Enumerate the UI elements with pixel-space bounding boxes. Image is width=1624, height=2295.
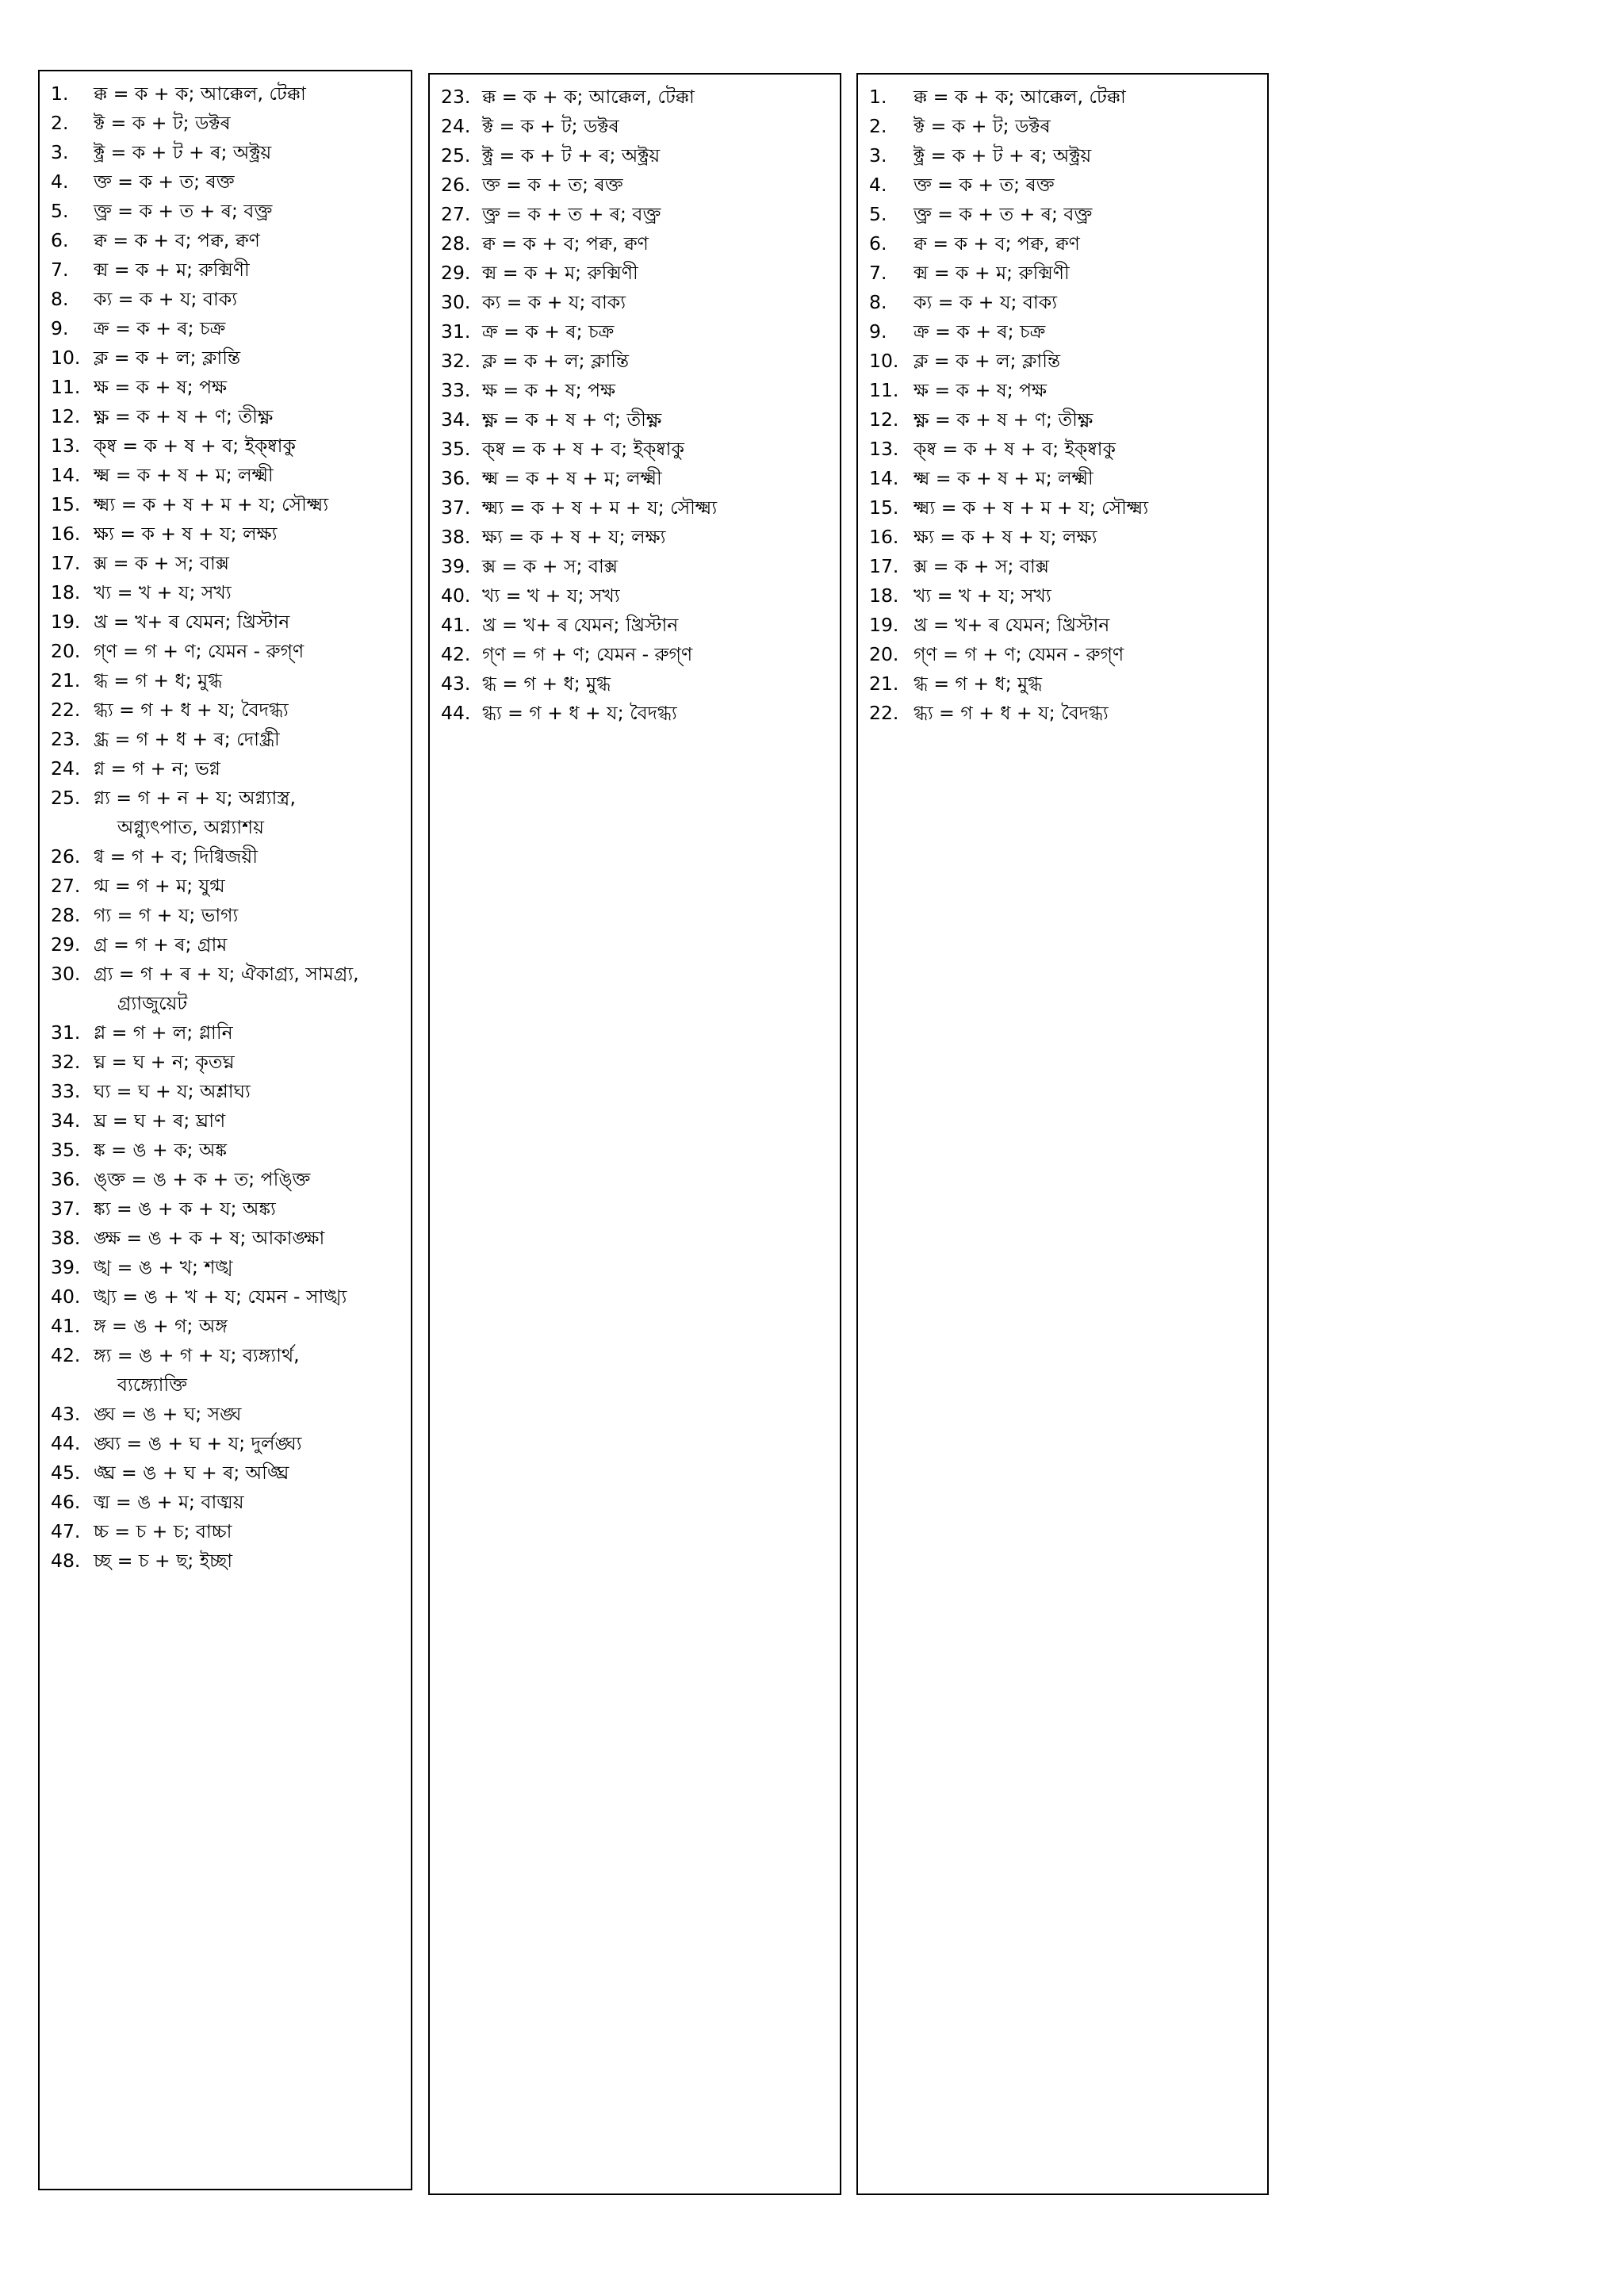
list-item	[51, 1194, 406, 1224]
entry-number: 41.	[51, 1315, 81, 1337]
entry-number: 4.	[869, 174, 887, 196]
entry-number: 18.	[51, 581, 81, 603]
entry-text: খ্য = খ + য; সখ্য	[94, 581, 232, 603]
entry-text: খ্য = খ + য; সখ্য	[482, 584, 620, 607]
entry-text: গ্ধ্র = গ + ধ + ৰ; দোগ্ধ্রী	[94, 728, 280, 750]
entry-text: ক্স = ক + স; বাক্স	[94, 552, 230, 574]
entry-number: 14.	[51, 464, 81, 486]
entry-number: 44.	[51, 1432, 81, 1454]
entry-number: 20.	[869, 643, 899, 665]
list-item	[441, 82, 835, 112]
entry-number: 31.	[51, 1021, 81, 1044]
list-item	[51, 519, 406, 549]
column-1	[38, 70, 412, 2190]
entry-number: 42.	[51, 1344, 81, 1366]
entry-text: ঙ্খ = ঙ + খ; শঙ্খ	[94, 1256, 233, 1278]
entry-number: 27.	[441, 203, 471, 225]
entry-text: ক্ট্র = ক + ট + ৰ; অক্ট্রয়	[914, 144, 1092, 167]
list-item	[869, 141, 1262, 170]
entry-text: ক্ষ্ব = ক + ষ + ব; ইক্ষ্বাকু	[482, 438, 684, 460]
list-item	[869, 464, 1262, 493]
list-item	[51, 1165, 406, 1194]
list-item	[869, 405, 1262, 435]
entry-text: ক্ম = ক + ম; রুক্মিণী	[914, 262, 1070, 284]
list-item	[869, 640, 1262, 669]
entry-text: ক্ত = ক + ত; ৰক্ত	[482, 174, 623, 196]
entry-number: 19.	[51, 611, 81, 633]
entry-text: ক্ব = ক + ব; পক্ব, ক্বণ	[914, 232, 1080, 255]
entry-number: 17.	[869, 555, 899, 577]
list-item	[869, 435, 1262, 464]
entry-text: ক্র = ক + ৰ; চক্র	[482, 320, 615, 343]
entry-text: ঙ্ক্ত = ঙ + ক + ত; পঙ্ক্তি	[94, 1168, 311, 1190]
entry-text: গ্ধ্য = গ + ধ + য; বৈদগ্ধ্য	[94, 699, 289, 721]
list-item	[869, 376, 1262, 405]
list-item	[869, 699, 1262, 728]
entry-text: গ্ধ্য = গ + ধ + য; বৈদগ্ধ্য	[914, 702, 1109, 724]
list-item	[869, 259, 1262, 288]
list-item	[51, 402, 406, 431]
list-item	[441, 200, 835, 229]
list-item	[51, 79, 406, 109]
entry-number: 42.	[441, 643, 471, 665]
list-item	[51, 461, 406, 490]
list-item	[869, 611, 1262, 640]
entry-text: ক্ক = ক + ক; আক্কেল, টেক্কা	[914, 86, 1126, 108]
entry-number: 7.	[869, 262, 887, 284]
entry-text: ঙ্ম = ঙ + ম; বাঙ্ময়	[94, 1491, 244, 1513]
list-item	[51, 1517, 406, 1546]
entry-text: ঘ্য = ঘ + য; অশ্লাঘ্য	[94, 1080, 251, 1102]
column-3	[856, 73, 1269, 2195]
list-item	[441, 288, 835, 317]
entry-text: ক্ষ্ণ = ক + ষ + ণ; তীক্ষ্ণ	[482, 408, 662, 431]
entry-text: ঘ্র = ঘ + ৰ; ঘ্রাণ	[94, 1109, 226, 1132]
list-item	[869, 200, 1262, 229]
entry-text: ক্ষ্য = ক + ষ + য; লক্ষ্য	[914, 526, 1097, 548]
entry-number: 2.	[51, 112, 69, 134]
list-item	[51, 255, 406, 285]
list-item	[51, 197, 406, 226]
entry-number: 28.	[441, 232, 471, 255]
entry-text: ক্ব = ক + ব; পক্ব, ক্বণ	[482, 232, 649, 255]
entry-number: 30.	[51, 963, 81, 985]
entry-number: 32.	[441, 350, 471, 372]
entry-text: ঙ্ঘ্র = ঙ + ঘ + ৰ; অঙ্ঘ্রি	[94, 1462, 289, 1484]
entry-text: গ্ধ = গ + ধ; মুগ্ধ	[482, 672, 611, 695]
list-item	[51, 1458, 406, 1488]
entry-text: ঙ্খ্য = ঙ + খ + য; যেমন - সাঙ্খ্য	[94, 1285, 347, 1308]
entry-text: চ্চ = চ + চ; বাচ্চা	[94, 1520, 232, 1542]
entry-text: গ্র = গ + ৰ; গ্রাম	[94, 933, 228, 956]
list-item	[51, 1312, 406, 1341]
entry-number: 19.	[869, 614, 899, 636]
entry-text: গ্ধ = গ + ধ; মুগ্ধ	[94, 669, 223, 692]
list-item	[51, 1136, 406, 1165]
entry-text: ক্য = ক + য; বাক্য	[482, 291, 626, 313]
list-item	[441, 376, 835, 405]
entry-number: 30.	[441, 291, 471, 313]
entry-text: ক্ষ্য = ক + ষ + য; লক্ষ্য	[482, 526, 666, 548]
entry-text: ক্ষ্ম্য = ক + ষ + ম + য; সৌক্ষ্ম্য	[94, 493, 329, 515]
entry-text: ক্ষ্ব = ক + ষ + ব; ইক্ষ্বাকু	[914, 438, 1116, 460]
entry-text: গ্ম = গ + ম; যুগ্ম	[94, 875, 225, 897]
entry-text: খ্র = খ+ ৰ যেমন; খ্রিস্টান	[482, 614, 679, 636]
entry-text: ক্ষ্ণ = ক + ষ + ণ; তীক্ষ্ণ	[914, 408, 1094, 431]
entry-text: ক্য = ক + য; বাক্য	[94, 288, 238, 310]
entry-number: 44.	[441, 702, 471, 724]
list-item	[51, 1400, 406, 1429]
list-item	[869, 669, 1262, 699]
list-item	[51, 842, 406, 872]
list-item	[869, 581, 1262, 611]
list-item	[51, 167, 406, 197]
entry-number: 43.	[51, 1403, 81, 1425]
list-item	[441, 259, 835, 288]
entry-number: 12.	[869, 408, 899, 431]
entry-text: ক্ল = ক + ল; ক্লান্তি	[482, 350, 630, 372]
entry-text: ক্ষ = ক + ষ; পক্ষ	[94, 376, 228, 398]
list-item	[51, 138, 406, 167]
entry-number: 21.	[51, 669, 81, 692]
entry-number: 10.	[869, 350, 899, 372]
entry-list	[430, 75, 840, 728]
list-item	[441, 405, 835, 435]
entry-text: ঙ্ক্য = ঙ + ক + য; অঙ্ক্য	[94, 1197, 276, 1220]
list-item	[51, 1106, 406, 1136]
entry-number: 32.	[51, 1051, 81, 1073]
entry-number: 9.	[51, 317, 69, 339]
list-item	[441, 347, 835, 376]
list-item	[51, 930, 406, 960]
entry-text: গ্ধ্য = গ + ধ + য; বৈদগ্ধ্য	[482, 702, 677, 724]
entry-text: ঙ্ক্ষ = ঙ + ক + ষ; আকাঙ্ক্ষা	[94, 1227, 325, 1249]
entry-number: 37.	[441, 496, 471, 519]
entry-text: ঙ্গ্য = ঙ + গ + য; ব্যঙ্গ্যার্থ, ব্যঙ্গ্যোক্তি	[94, 1344, 300, 1396]
entry-text: গ্ণ = গ + ণ; যেমন - রুগ্ণ	[482, 643, 693, 665]
entry-text: ঙ্ক = ঙ + ক; অঙ্ক	[94, 1139, 228, 1161]
list-item	[869, 112, 1262, 141]
list-item	[51, 343, 406, 373]
list-item	[441, 552, 835, 581]
entry-text: ঙ্ঘ = ঙ + ঘ; সঙ্ঘ	[94, 1403, 242, 1425]
entry-text: গ্ন = গ + ন; ভগ্ন	[94, 757, 220, 780]
list-item	[51, 725, 406, 754]
entry-number: 11.	[51, 376, 81, 398]
entry-text: ক্ম = ক + ম; রুক্মিণী	[94, 259, 250, 281]
list-item	[51, 695, 406, 725]
entry-text: গ্ধ = গ + ধ; মুগ্ধ	[914, 672, 1043, 695]
entry-number: 46.	[51, 1491, 81, 1513]
entry-number: 24.	[51, 757, 81, 780]
list-item	[51, 960, 406, 1018]
list-item	[441, 493, 835, 523]
entry-number: 26.	[441, 174, 471, 196]
list-item	[51, 637, 406, 666]
entry-text: ক্ত্র = ক + ত + ৰ; বক্ত্র	[482, 203, 661, 225]
entry-text: খ্র = খ+ ৰ যেমন; খ্রিস্টান	[914, 614, 1110, 636]
list-item	[51, 109, 406, 138]
entry-number: 21.	[869, 672, 899, 695]
list-item	[51, 1546, 406, 1576]
list-item	[51, 1018, 406, 1048]
entry-text: গ্ব = গ + ব; দিগ্বিজয়ী	[94, 845, 258, 868]
entry-text: ক্ষ্ম্য = ক + ষ + ম + য; সৌক্ষ্ম্য	[914, 496, 1149, 519]
entry-text: ক্ষ্ণ = ক + ষ + ণ; তীক্ষ্ণ	[94, 405, 274, 427]
entry-number: 5.	[869, 203, 887, 225]
entry-number: 8.	[869, 291, 887, 313]
entry-number: 39.	[441, 555, 471, 577]
list-item	[441, 669, 835, 699]
entry-number: 40.	[441, 584, 471, 607]
list-item	[869, 170, 1262, 200]
entry-number: 40.	[51, 1285, 81, 1308]
entry-number: 36.	[441, 467, 471, 489]
entry-text: ক্ট = ক + ট; ডক্টৰ	[482, 115, 619, 137]
entry-number: 25.	[441, 144, 471, 167]
list-item	[441, 435, 835, 464]
entry-text: ক্ট = ক + ট; ডক্টৰ	[94, 112, 231, 134]
list-item	[51, 373, 406, 402]
list-item	[51, 784, 406, 842]
entry-number: 22.	[869, 702, 899, 724]
entry-text: গ্র্য = গ + ৰ + য; ঐকাগ্র্য, সামগ্র্য, গ্র্যাজুয়েট	[94, 963, 359, 1014]
entry-text: ক্ষ্য = ক + ষ + য; লক্ষ্য	[94, 523, 278, 545]
entry-text: ক্ত = ক + ত; ৰক্ত	[94, 170, 235, 193]
entry-number: 13.	[869, 438, 899, 460]
entry-number: 22.	[51, 699, 81, 721]
entry-text: ক্ল = ক + ল; ক্লান্তি	[94, 347, 241, 369]
list-item	[51, 314, 406, 343]
entry-number: 24.	[441, 115, 471, 137]
entry-number: 1.	[51, 82, 69, 105]
entry-number: 12.	[51, 405, 81, 427]
entry-number: 6.	[869, 232, 887, 255]
entry-text: ক্র = ক + ৰ; চক্র	[94, 317, 226, 339]
list-item	[441, 317, 835, 347]
list-item	[51, 666, 406, 695]
list-item	[869, 493, 1262, 523]
list-item	[51, 1429, 406, 1458]
entry-number: 41.	[441, 614, 471, 636]
entry-number: 23.	[441, 86, 471, 108]
list-item	[51, 1253, 406, 1282]
entry-number: 3.	[51, 141, 69, 163]
entry-number: 33.	[441, 379, 471, 401]
list-item	[869, 82, 1262, 112]
list-item	[441, 699, 835, 728]
entry-number: 38.	[51, 1227, 81, 1249]
list-item	[869, 288, 1262, 317]
entry-number: 20.	[51, 640, 81, 662]
entry-text: ক্ত্র = ক + ত + ৰ; বক্ত্র	[94, 200, 273, 222]
entry-number: 10.	[51, 347, 81, 369]
entry-number: 5.	[51, 200, 69, 222]
entry-text: ক্স = ক + স; বাক্স	[482, 555, 619, 577]
entry-number: 6.	[51, 229, 69, 251]
entry-number: 45.	[51, 1462, 81, 1484]
entry-text: গ্ণ = গ + ণ; যেমন - রুগ্ণ	[914, 643, 1124, 665]
entry-text: চ্ছ = চ + ছ; ইচ্ছা	[94, 1550, 233, 1572]
entry-text: গ্য = গ + য; ভাগ্য	[94, 904, 239, 926]
entry-number: 29.	[51, 933, 81, 956]
entry-text: ক্ট্র = ক + ট + ৰ; অক্ট্রয়	[94, 141, 272, 163]
list-item	[51, 490, 406, 519]
entry-number: 26.	[51, 845, 81, 868]
entry-number: 14.	[869, 467, 899, 489]
list-item	[441, 141, 835, 170]
entry-number: 29.	[441, 262, 471, 284]
list-item	[51, 1488, 406, 1517]
list-item	[441, 170, 835, 200]
entry-text: ক্য = ক + য; বাক্য	[914, 291, 1058, 313]
entry-number: 8.	[51, 288, 69, 310]
entry-text: ক্ল = ক + ল; ক্লান্তি	[914, 350, 1061, 372]
entry-text: ক্ষ্ম্য = ক + ষ + ম + য; সৌক্ষ্ম্য	[482, 496, 718, 519]
list-item	[869, 317, 1262, 347]
column-2	[428, 73, 841, 2195]
list-item	[51, 1282, 406, 1312]
entry-text: ক্ব = ক + ব; পক্ব, ক্বণ	[94, 229, 260, 251]
list-item	[869, 552, 1262, 581]
entry-number: 15.	[869, 496, 899, 519]
entry-text: ক্র = ক + ৰ; চক্র	[914, 320, 1046, 343]
entry-text: ক্স = ক + স; বাক্স	[914, 555, 1050, 577]
entry-number: 2.	[869, 115, 887, 137]
entry-text: গ্ল = গ + ল; গ্লানি	[94, 1021, 233, 1044]
entry-text: ক্ষ্ম = ক + ষ + ম; লক্ষ্মী	[482, 467, 662, 489]
list-item	[869, 347, 1262, 376]
list-item	[51, 431, 406, 461]
list-item	[51, 607, 406, 637]
entry-number: 43.	[441, 672, 471, 695]
entry-number: 25.	[51, 787, 81, 809]
entry-number: 34.	[51, 1109, 81, 1132]
entry-text: গ্ণ = গ + ণ; যেমন - রুগ্ণ	[94, 640, 304, 662]
entry-number: 33.	[51, 1080, 81, 1102]
entry-text: ক্ষ = ক + ষ; পক্ষ	[482, 379, 616, 401]
entry-text: ক্ষ্ম = ক + ষ + ম; লক্ষ্মী	[94, 464, 274, 486]
entry-number: 35.	[51, 1139, 81, 1161]
list-item	[51, 1048, 406, 1077]
entry-number: 11.	[869, 379, 899, 401]
list-item	[869, 229, 1262, 259]
entry-list	[858, 75, 1267, 728]
entry-number: 9.	[869, 320, 887, 343]
entry-text: গ্ন্য = গ + ন + য; অগ্ন্যাস্ত্র, অগ্ন্যুৎপাত, অগ্ন্যাশয়	[94, 787, 296, 838]
entry-number: 48.	[51, 1550, 81, 1572]
entry-text: ক্ত = ক + ত; ৰক্ত	[914, 174, 1055, 196]
entry-text: ঙ্গ = ঙ + গ; অঙ্গ	[94, 1315, 228, 1337]
list-item	[441, 229, 835, 259]
entry-text: ক্ত্র = ক + ত + ৰ; বক্ত্র	[914, 203, 1093, 225]
list-item	[441, 640, 835, 669]
list-item	[869, 523, 1262, 552]
list-item	[51, 754, 406, 784]
entry-number: 35.	[441, 438, 471, 460]
list-item	[51, 285, 406, 314]
entry-text: ক্ষ = ক + ষ; পক্ষ	[914, 379, 1048, 401]
entry-number: 16.	[51, 523, 81, 545]
list-item	[441, 581, 835, 611]
entry-number: 47.	[51, 1520, 81, 1542]
list-item	[441, 523, 835, 552]
entry-number: 1.	[869, 86, 887, 108]
list-item	[51, 578, 406, 607]
entry-number: 4.	[51, 170, 69, 193]
list-item	[51, 1224, 406, 1253]
entry-number: 15.	[51, 493, 81, 515]
entry-number: 28.	[51, 904, 81, 926]
entry-text: ক্ক = ক + ক; আক্কেল, টেক্কা	[482, 86, 695, 108]
entry-text: ক্ক = ক + ক; আক্কেল, টেক্কা	[94, 82, 306, 105]
entry-number: 18.	[869, 584, 899, 607]
list-item	[51, 1341, 406, 1400]
entry-text: খ্র = খ+ ৰ যেমন; খ্রিস্টান	[94, 611, 290, 633]
entry-number: 38.	[441, 526, 471, 548]
entry-number: 16.	[869, 526, 899, 548]
entry-number: 7.	[51, 259, 69, 281]
list-item	[441, 464, 835, 493]
entry-text: ক্ট = ক + ট; ডক্টৰ	[914, 115, 1051, 137]
list-item	[51, 872, 406, 901]
list-item	[441, 112, 835, 141]
list-item	[51, 901, 406, 930]
entry-text: খ্য = খ + য; সখ্য	[914, 584, 1051, 607]
list-item	[51, 1077, 406, 1106]
list-item	[51, 226, 406, 255]
entry-number: 3.	[869, 144, 887, 167]
entry-list	[40, 71, 411, 1576]
list-item	[51, 549, 406, 578]
entry-text: ক্ম = ক + ম; রুক্মিণী	[482, 262, 638, 284]
entry-text: ক্ট্র = ক + ট + ৰ; অক্ট্রয়	[482, 144, 661, 167]
entry-text: ক্ষ্ব = ক + ষ + ব; ইক্ষ্বাকু	[94, 435, 296, 457]
entry-text: ক্ষ্ম = ক + ষ + ম; লক্ষ্মী	[914, 467, 1094, 489]
entry-number: 36.	[51, 1168, 81, 1190]
entry-number: 39.	[51, 1256, 81, 1278]
entry-text: ঘ্ন = ঘ + ন; কৃতঘ্ন	[94, 1051, 235, 1073]
entry-number: 37.	[51, 1197, 81, 1220]
entry-text: ঙ্ঘ্য = ঙ + ঘ + য; দুর্লঙ্ঘ্য	[94, 1432, 302, 1454]
entry-number: 27.	[51, 875, 81, 897]
entry-number: 31.	[441, 320, 471, 343]
entry-number: 17.	[51, 552, 81, 574]
list-item	[441, 611, 835, 640]
entry-number: 23.	[51, 728, 81, 750]
entry-number: 13.	[51, 435, 81, 457]
entry-number: 34.	[441, 408, 471, 431]
